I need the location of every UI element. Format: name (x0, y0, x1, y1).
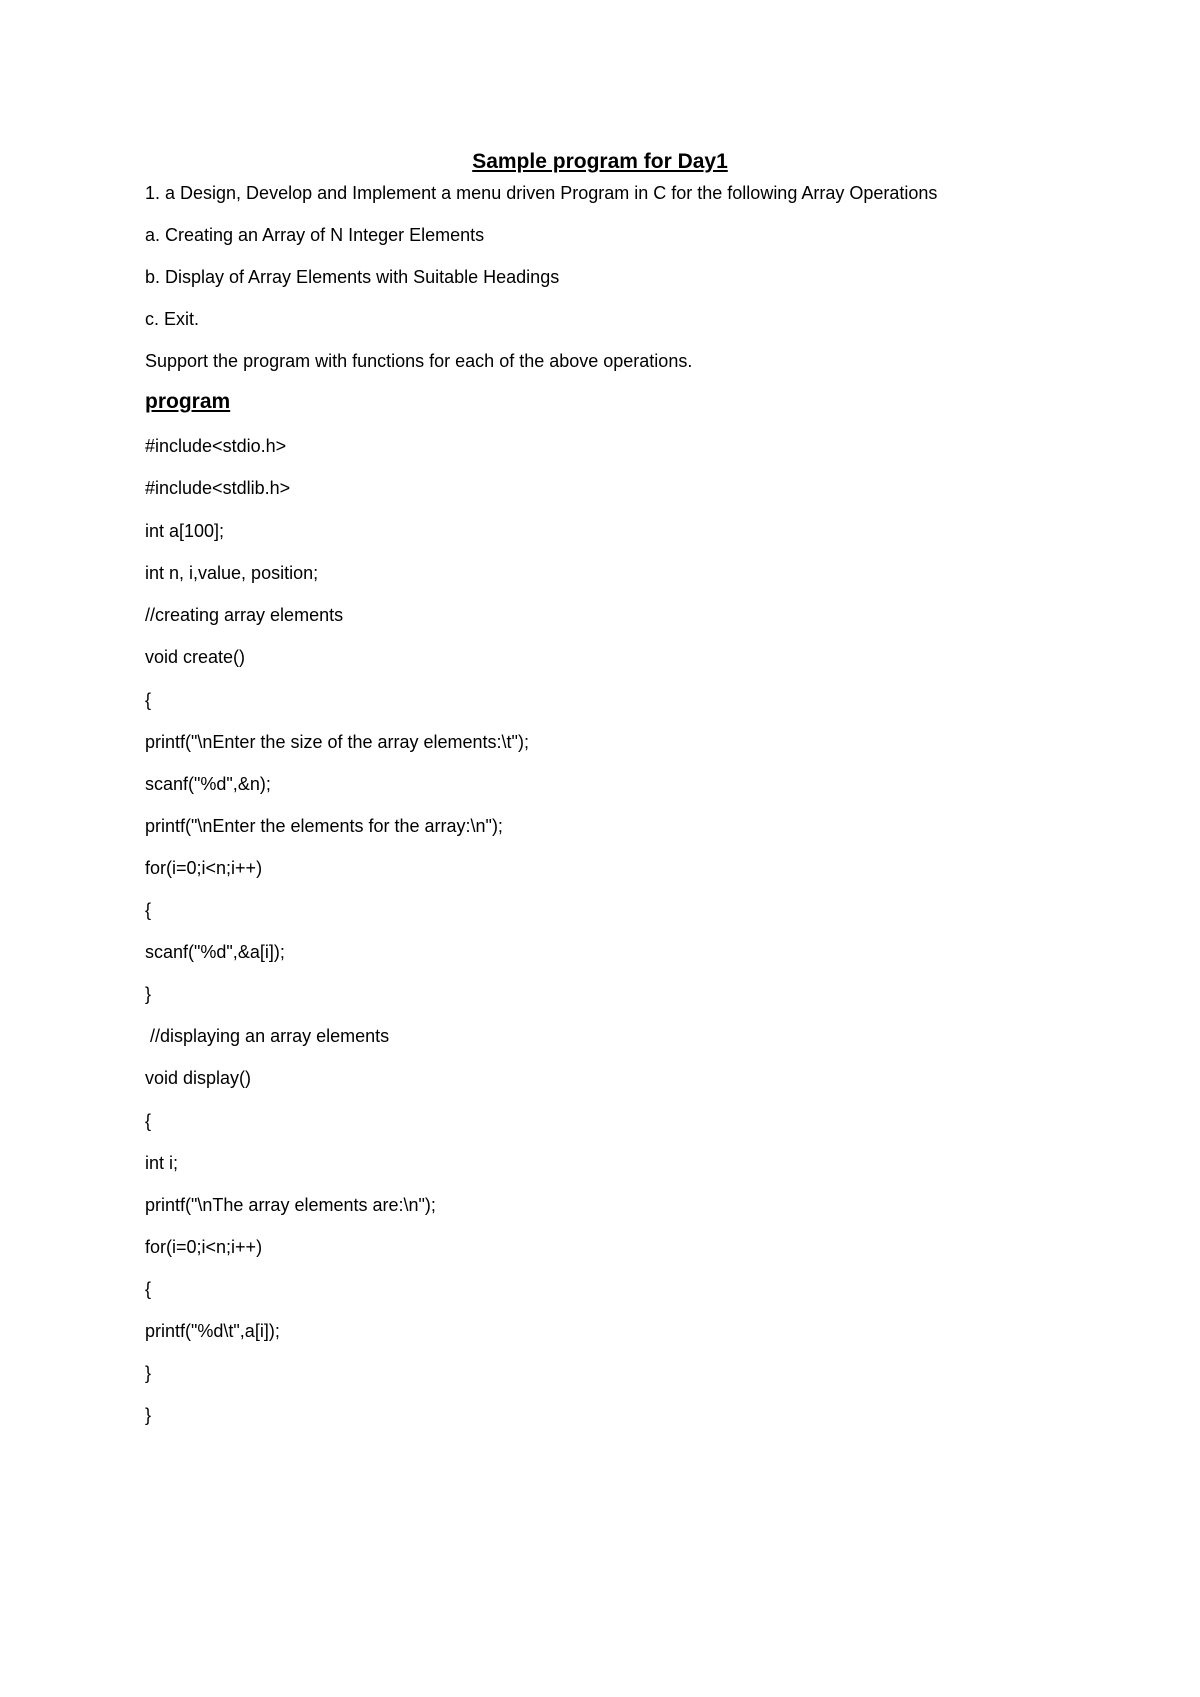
code-line: { (145, 690, 152, 710)
code-line: { (145, 900, 152, 920)
code-line: } (145, 1405, 152, 1425)
option-display: b. Display of Array Elements with Suitable Headings (145, 267, 560, 287)
code-line: printf("\nThe array elements are:\n"); (145, 1195, 436, 1215)
code-line: for(i=0;i<n;i++) (145, 1237, 263, 1257)
document-title: Sample program for Day1 (472, 150, 728, 173)
code-line: void create() (145, 647, 246, 667)
code-line: printf("\nEnter the size of the array elements:\t"); (145, 732, 529, 752)
code-line: { (145, 1279, 152, 1299)
code-line: printf("%d\t",a[i]); (145, 1321, 280, 1341)
code-line: void display() (145, 1068, 252, 1088)
option-exit: c. Exit. (145, 309, 200, 329)
code-line: } (145, 1363, 152, 1383)
code-line: #include<stdlib.h> (145, 478, 291, 498)
code-line: scanf("%d",&n); (145, 774, 271, 794)
task-description: 1. a Design, Develop and Implement a menu driven Program in C for the following Array Operations (145, 183, 938, 203)
code-line: int a[100]; (145, 521, 225, 541)
code-line: printf("\nEnter the elements for the array:\n"); (145, 816, 503, 836)
code-line: int i; (145, 1153, 179, 1173)
program-heading: program (145, 390, 231, 413)
code-comment: //creating array elements (145, 605, 344, 625)
code-line: #include<stdio.h> (145, 436, 287, 456)
code-line: } (145, 984, 152, 1004)
code-comment: //displaying an array elements (145, 1026, 390, 1046)
code-line: scanf("%d",&a[i]); (145, 942, 285, 962)
code-line: for(i=0;i<n;i++) (145, 858, 263, 878)
option-create: a. Creating an Array of N Integer Elements (145, 225, 485, 245)
code-line: int n, i,value, position; (145, 563, 319, 583)
code-line: { (145, 1111, 152, 1131)
support-note: Support the program with functions for each of the above operations. (145, 351, 693, 371)
